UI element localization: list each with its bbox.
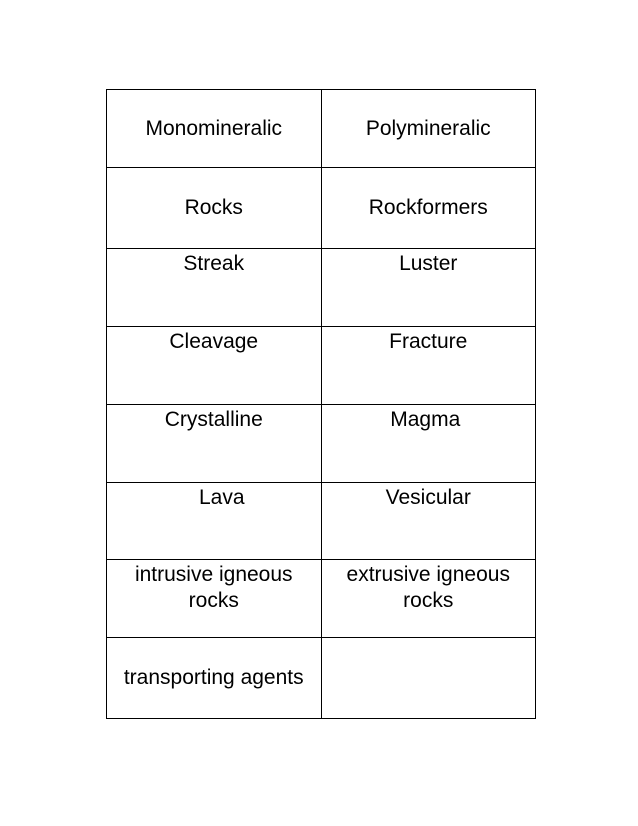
table-row — [107, 168, 536, 249]
term-cell-magma — [321, 405, 536, 483]
term-text: Streak — [183, 252, 245, 275]
term-cell-transporting-agents — [107, 638, 322, 719]
term-text: Cleavage — [169, 330, 259, 353]
term-cell-intrusive-igneous-rocks — [107, 560, 322, 638]
term-text: Lava — [198, 486, 245, 509]
term-text: Monomineralic — [145, 116, 283, 140]
term-cell-cleavage — [107, 327, 322, 405]
term-cell-luster — [321, 249, 536, 327]
table-row — [107, 405, 536, 483]
term-cell-vesicular — [321, 483, 536, 560]
table-row — [107, 560, 536, 638]
term-cell-extrusive-igneous-rocks — [321, 560, 536, 638]
term-cell-rocks — [107, 168, 322, 249]
term-text: transporting agents — [123, 666, 304, 689]
term-text: Fracture — [389, 330, 468, 353]
term-cell-polymineralic — [321, 90, 536, 168]
table-row — [107, 90, 536, 168]
term-text: extrusive igneous rocks — [346, 563, 510, 612]
term-text: Magma — [390, 408, 461, 431]
term-cell-crystalline — [107, 405, 322, 483]
term-cell-fracture — [321, 327, 536, 405]
table-row — [107, 483, 536, 560]
term-text: Vesicular — [385, 486, 471, 509]
term-text: intrusive igneous rocks — [134, 563, 293, 612]
term-text: Rocks — [184, 196, 243, 219]
table-row — [107, 638, 536, 719]
term-text: Luster — [399, 252, 458, 275]
term-cell-empty — [321, 638, 536, 719]
vocabulary-card-table — [106, 89, 536, 719]
table-row — [107, 249, 536, 327]
term-cell-streak — [107, 249, 322, 327]
term-text: Crystalline — [164, 408, 263, 431]
term-cell-rockformers — [321, 168, 536, 249]
term-text: Rockformers — [368, 196, 488, 219]
table-row — [107, 327, 536, 405]
term-cell-monomineralic — [107, 90, 322, 168]
term-text: Polymineralic — [365, 116, 491, 140]
term-cell-lava — [107, 483, 322, 560]
